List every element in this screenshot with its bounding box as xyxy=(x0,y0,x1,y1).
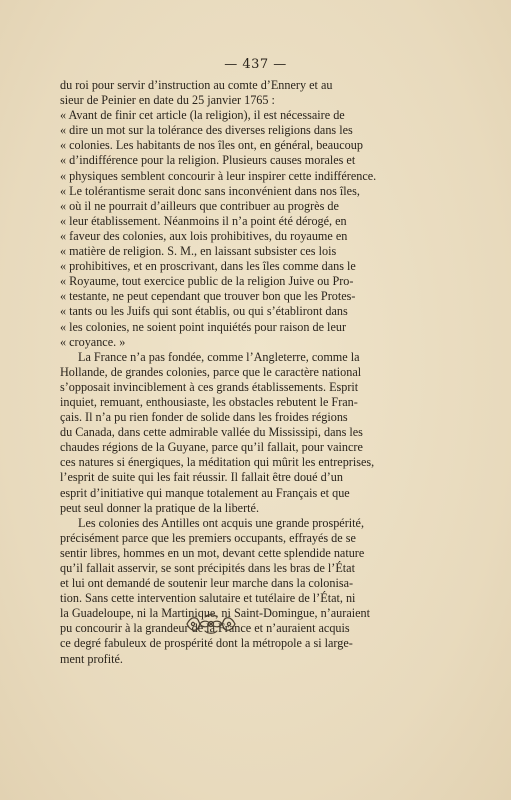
text-line: « physiques semblent concourir à leur inspirer cette indifférence. xyxy=(60,168,377,183)
text-line: « où il ne pourrait d’ailleurs que contribuer au progrès de xyxy=(60,198,339,213)
text-line: précisément parce que les premiers occupants, effrayés de se xyxy=(60,530,356,545)
text-line: peut seul donner la pratique de la liberté. xyxy=(60,500,259,515)
text-line: « Avant de finir cet article (la religion), il est nécessaire de xyxy=(60,108,345,123)
paragraph-antilles xyxy=(60,516,450,667)
text-line: ment profité. xyxy=(60,651,123,666)
text-line: « matière de religion. S. M., en laissant subsister ces lois xyxy=(60,244,337,259)
text-line: qu’il fallait asservir, se sont précipités dans les bras de l’État xyxy=(60,561,355,575)
text-line: pu concourir à la grandeur de la France et n’auraient acquis xyxy=(60,621,350,636)
quote-paragraph xyxy=(60,78,450,350)
text-line: Les colonies des Antilles ont acquis une grande prospérité, xyxy=(78,515,364,530)
text-line: esprit d’initiative qui manque totalement au Français et que xyxy=(60,485,350,500)
text-line: ces natures si énergiques, la méditation qui mûrit les entreprises, xyxy=(60,455,375,470)
text-line: sentir libres, hommes en un mot, devant cette splendide nature xyxy=(60,545,365,560)
text-line: s’opposait invinciblement à ces grands établissements. Esprit xyxy=(60,379,359,394)
text-line: « Royaume, tout exercice public de la religion Juive ou Pro- xyxy=(60,274,354,289)
text-line: « leur établissement. Néanmoins il n’a point été dérogé, en xyxy=(60,213,347,228)
text-line: « d’indifférence pour la religion. Plusieurs causes morales et xyxy=(60,153,356,168)
text-line: çais. Il n’a pu rien fonder de solide dans les froides régions xyxy=(60,410,348,425)
text-line: « faveur des colonies, aux lois prohibitives, du royaume en xyxy=(60,228,348,243)
text-line: « Le tolérantisme serait donc sans inconvénient dans nos îles, xyxy=(60,183,360,198)
text-line: et lui ont demandé de soutenir leur marche dans la colonisa- xyxy=(60,576,354,591)
paragraph-france xyxy=(60,350,450,516)
text-line: la Guadeloupe, ni la Martinique, ni Saint-Domingue, n’auraient xyxy=(60,606,371,621)
text-line: du roi pour servir d’instruction au comte d’Ennery et au xyxy=(60,78,333,92)
text-line: inquiet, remuant, enthousiaste, les obstacles rebutent le Fran- xyxy=(60,394,358,409)
body-text xyxy=(60,78,450,667)
text-line: Hollande, de grandes colonies, parce que le caractère national xyxy=(60,364,362,379)
text-line: « prohibitives, et en proscrivant, dans les îles comme dans le xyxy=(60,259,356,274)
text-line: ce degré fabuleux de prospérité dont la métropole a si large- xyxy=(60,636,353,651)
text-line: « tants ou les Juifs qui sont établis, ou qui s’établiront dans xyxy=(60,304,348,319)
text-line: sieur de Peinier en date du 25 janvier 1765 : xyxy=(60,93,275,108)
page-number: — 437 — xyxy=(224,57,287,72)
text-line: « colonies. Les habitants de nos îles ont, en général, beaucoup xyxy=(60,138,363,153)
text-line: tion. Sans cette intervention salutaire et tutélaire de l’État, ni xyxy=(60,591,356,606)
text-line: « testante, ne peut cependant que trouver bon que les Protes- xyxy=(60,289,356,304)
text-line: « croyance. » xyxy=(60,334,126,349)
text-line: « dire un mot sur la tolérance des diverses religions dans les xyxy=(60,123,353,138)
text-line: l’esprit de suite qui les fait réussir. Il fallait être doué d’un xyxy=(60,470,343,485)
text-line: du Canada, dans cette admirable vallée du Mississipi, dans les xyxy=(60,425,363,440)
text-line: « les colonies, ne soient point inquiétés pour raison de leur xyxy=(60,319,347,334)
text-line: chaudes régions de la Guyane, parce qu’il fallait, pour vaincre xyxy=(60,440,363,455)
text-line: La France n’a pas fondée, comme l’Angleterre, comme la xyxy=(78,349,360,364)
floral-fleuron-icon xyxy=(183,612,239,636)
